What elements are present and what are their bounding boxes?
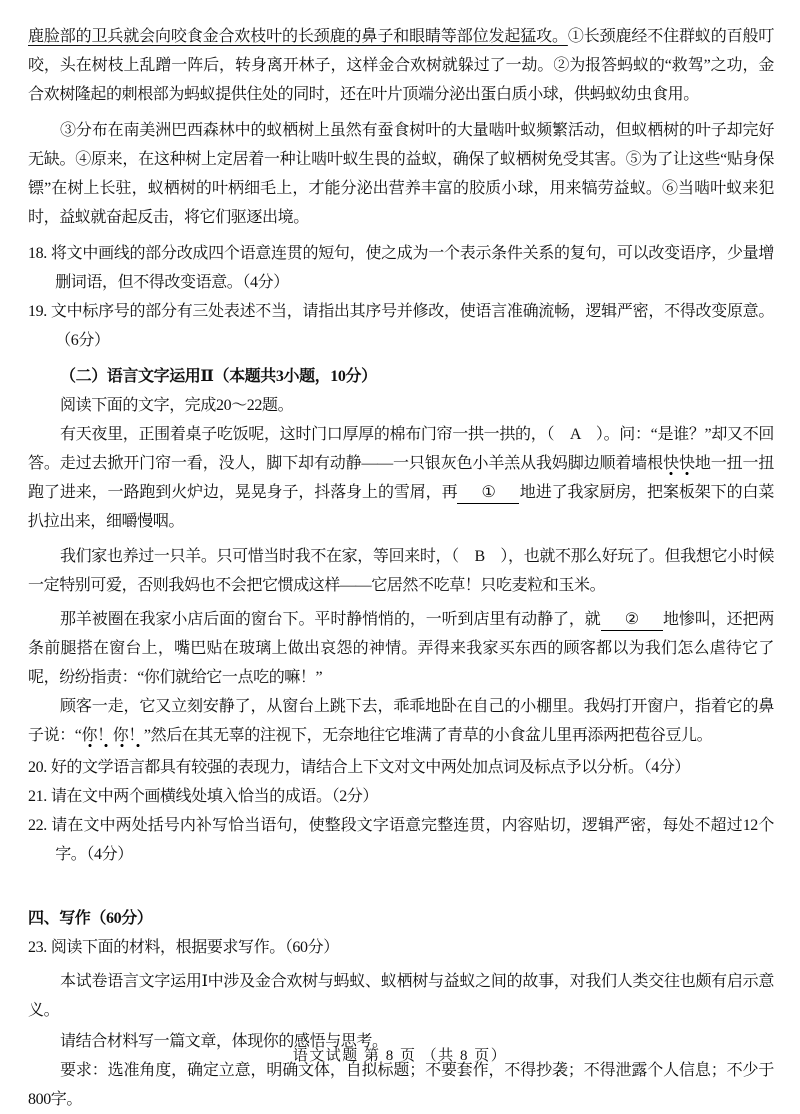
writing-task: 请结合材料写一篇文章，体现你的感悟与思考。	[60, 1033, 388, 1050]
passage2-p1-segment-1: 有天夜里，正围着桌子吃饭呢，这时门口厚厚的棉布门帘一拱一拱的，（ A ）。问：“是谁？”却又不回答。走过去掀开门帘一看，没人，脚下却有动静——一只银灰色小羊羔从我妈脚边顺着墙根	[28, 426, 774, 472]
emphasized-word-1: 快快	[663, 455, 695, 476]
question-19	[28, 297, 774, 355]
question-20-number: 20.	[28, 759, 47, 776]
question-21-number: 21.	[28, 788, 47, 805]
passage2-p1-segment-3: 地进了我家厨房，把案板架下的白菜扒拉出来，细嚼慢咽。	[28, 484, 774, 530]
question-21	[28, 782, 774, 811]
blank-2-number: ②	[624, 611, 639, 628]
question-22	[28, 811, 774, 869]
passage2-paragraph-1	[28, 420, 774, 536]
passage2-p4-segment-1: 顾客一走，它又立刻安静了，从窗台上跳下去，乖乖地卧在自己的小棚里。我妈打开窗户，指着它的鼻子说：“	[28, 698, 774, 744]
section4-heading: 四、写作（60分）	[28, 910, 153, 927]
question-19-number: 19.	[28, 303, 47, 320]
passage2-paragraph-3	[28, 605, 774, 692]
passage1-paragraph-2: ③分布在南美洲巴西森林中的蚁栖树上虽然有蚕食树叶的大量啮叶蚁频繁活动，但蚁栖树的叶子却完好无缺。④原来，在这种树上定居着一种让啮叶蚁生畏的益蚁，确保了蚁栖树免受其害。⑤为了让这些“贴身保镖”在树上长驻，蚁栖树的叶柄细毛上，才能分泌出营养丰富的胶质小球，用来犒劳益蚁。⑥当啮叶蚁来犯时，益蚁就奋起反击，将它们驱逐出境。	[28, 122, 774, 226]
passage2-p1-segment-2: 地一扭一扭跑了进来，一路跑到火炉边，晃晃身子，抖落身上的雪屑，再	[28, 455, 774, 501]
page-footer: 语文试题 第 8 页 （共 8 页）	[292, 1048, 508, 1064]
question-18-number: 18.	[28, 245, 47, 262]
question-20-text: 好的文学语言都具有较强的表现力，请结合上下文对文中两处加点词及标点予以分析。（4分）	[50, 759, 691, 776]
question-21-text: 请在文中两个画横线处填入恰当的成语。（2分）	[50, 788, 379, 805]
question-19-text: 文中标序号的部分有三处表述不当，请指出其序号并修改，使语言准确流畅，逻辑严密，不得改变原意。（6分）	[50, 303, 774, 349]
underlined-sentence: 鹿脸部的卫兵就会向咬食金合欢枝叶的长颈鹿的鼻子和眼睛等部位发起猛攻。	[28, 28, 568, 45]
question-22-text: 请在文中两处括号内补写恰当语句，使整段文字语意完整连贯，内容贴切，逻辑严密，每处不超过12个字。（4分）	[50, 817, 774, 863]
writing-requirements: 要求：选准角度，确定立意，明确文体，自拟标题；不要套作，不得抄袭；不得泄露个人信息；不少于800字。	[28, 1062, 774, 1108]
blank-1	[457, 483, 519, 504]
writing-material: 本试卷语言文字运用Ⅰ中涉及金合欢树与蚂蚁、蚁栖树与益蚁之间的故事，对我们人类交往也颇有启示意义。	[28, 973, 774, 1019]
blank-1-number: ①	[481, 484, 496, 501]
content-area	[28, 22, 774, 1114]
emphasized-word-2: 你！你！	[82, 727, 144, 748]
blank-2	[601, 610, 663, 631]
question-23-number: 23.	[28, 939, 47, 956]
question-22-number: 22.	[28, 817, 47, 834]
section2-intro: 阅读下面的文字，完成20～22题。	[60, 397, 294, 414]
passage2-p3-segment-1: 那羊被圈在我家小店后面的窗台下。平时静悄悄的，一听到店里有动静了，就	[60, 611, 601, 628]
passage2-p3-segment-2: 地惨叫，还把两条前腿搭在窗台上，嘴巴贴在玻璃上做出哀怨的神情。弄得来我家买东西的顾客都以为我们怎么虐待它了呢，纷纷指责：“你们就给它一点吃的嘛！”	[28, 611, 775, 686]
question-18	[28, 239, 774, 297]
question-18-text: 将文中画线的部分改成四个语意连贯的短句，使之成为一个表示条件关系的复句，可以改变语序，少量增删词语，但不得改变语意。（4分）	[50, 245, 774, 291]
question-20	[28, 753, 774, 782]
passage1-paragraph-1-rest: ①长颈鹿经不住群蚁的百般叮咬，头在树枝上乱蹭一阵后，转身离开林子，这样金合欢树就躲过了一劫。②为报答蚂蚁的“救驾”之功，金合欢树隆起的刺根部为蚂蚁提供住处的同时，还在叶片顶端分泌出蛋白质小球，供蚂蚁幼虫食用。	[28, 28, 774, 103]
question-23-text: 阅读下面的材料，根据要求写作。（60分）	[50, 939, 339, 956]
passage2-paragraph-4	[28, 692, 774, 750]
passage1-paragraph-1	[28, 22, 774, 109]
passage2-paragraph-2: 我们家也养过一只羊。只可惜当时我不在家，等回来时，（ B ），也就不那么好玩了。但我想它小时候一定特别可爱，否则我妈也不会把它惯成这样——它居然不吃草！只吃麦粒和玉米。	[28, 548, 774, 594]
passage2-p4-segment-2: ”然后在其无辜的注视下，无奈地往它堆满了青草的小食盆儿里再添两把苞谷豆儿。	[143, 727, 713, 744]
section2-heading: （二）语言文字运用Ⅱ（本题共3小题，10分）	[60, 368, 377, 385]
question-23	[28, 933, 774, 962]
